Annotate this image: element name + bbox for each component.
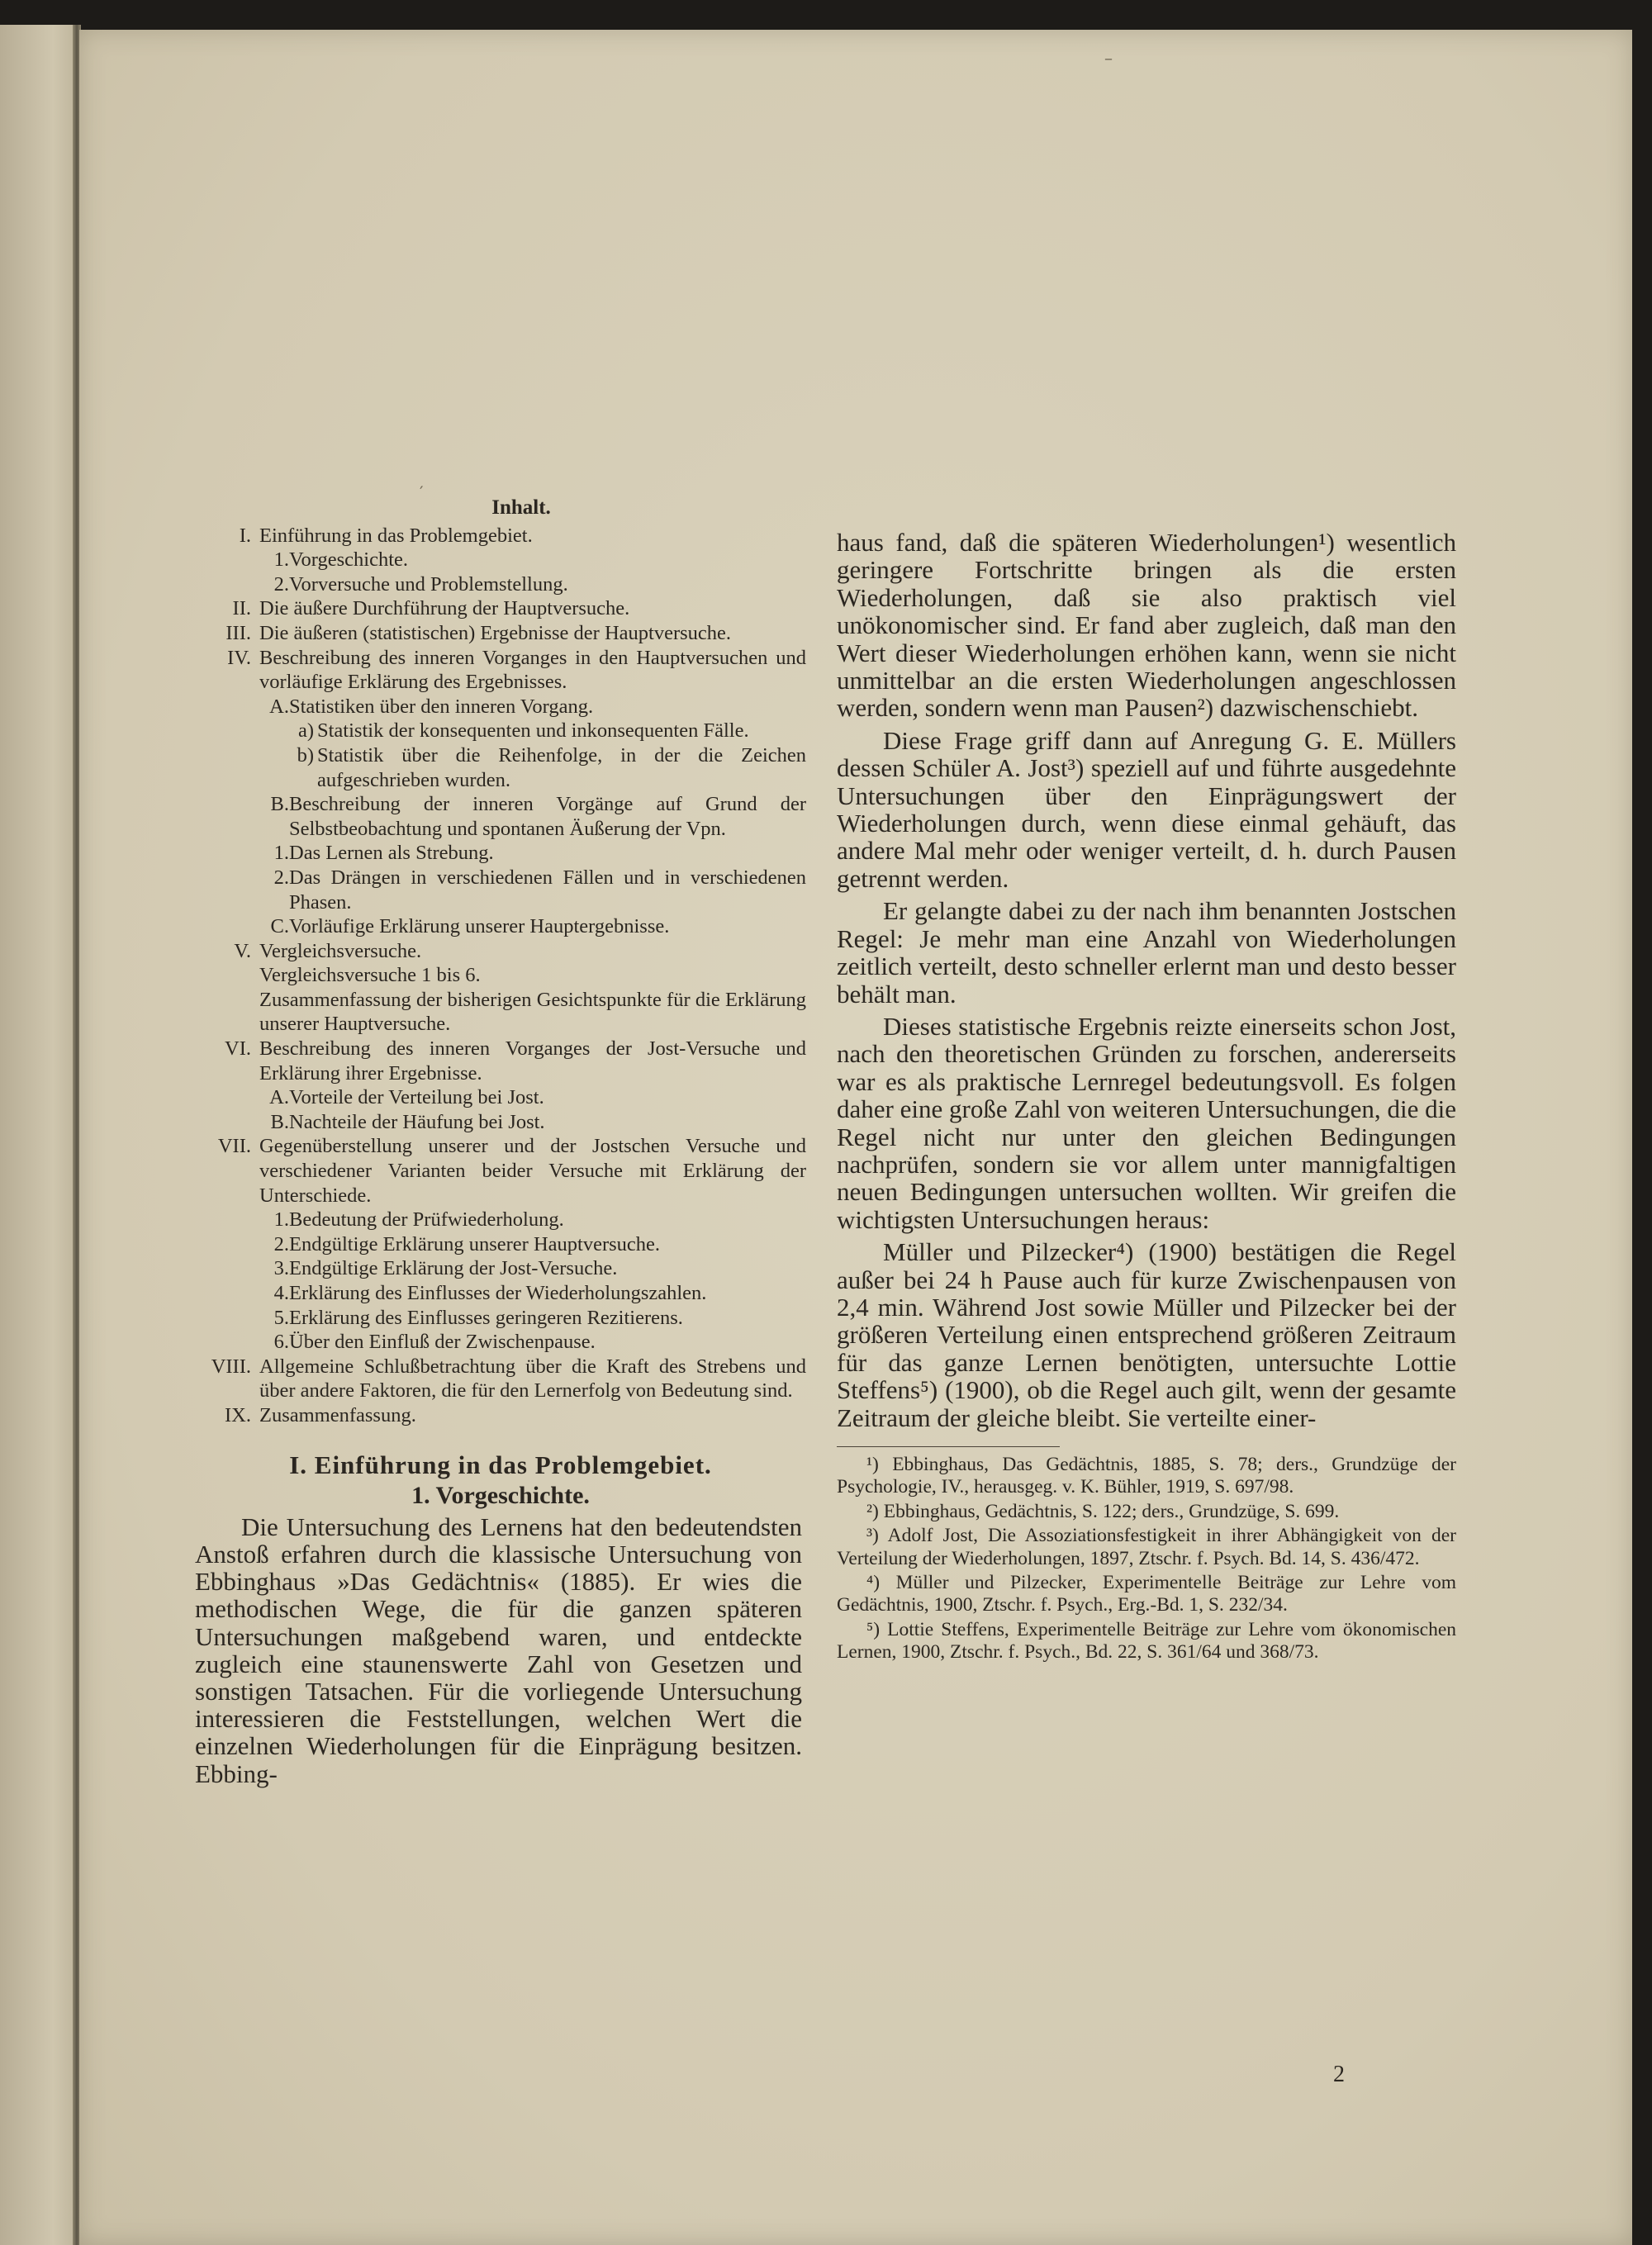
toc-entry (162, 695, 806, 719)
toc-entry-number: IV. (227, 646, 251, 669)
toc-entry-number: B. (270, 1110, 289, 1133)
toc-entry (162, 1085, 806, 1110)
toc-entry-number: C. (270, 915, 289, 938)
toc-entry-text: Das Lernen als Strebung. (289, 842, 494, 865)
body-paragraph: Die Untersuchung des Lernens hat den bedeutendsten Anstoß erfahren durch die klassische Untersuchung von Ebbinghaus »Das Gedächtnis« (1885). Er wies die methodischen Wege, die für die ganzen späteren Untersuchungen maßgebend waren, und entdeckte zugleich eine staunenswerte Zahl von Gesetzen und sonstigen Tatsachen. Für die vorliegende Untersuchung interessieren die Feststellungen, welchen Wert die einzelnen Wiederholungen für die Einprägung besitzen. Ebbing- (195, 1512, 802, 1788)
body-paragraph: Er gelangte dabei zu der nach ihm benannten Jostschen Regel: Je mehr man eine Anzahl von Wiederholungen zeitlich verteilt, desto schneller erlernt man und desto besser behält man. (837, 896, 1456, 1009)
toc-entry (162, 572, 806, 597)
toc-entry (162, 1037, 806, 1085)
toc-entry (162, 866, 806, 914)
toc-entry (162, 939, 806, 964)
toc-entry (162, 1403, 806, 1428)
toc-entry-text: Einführung in das Problemgebiet. (259, 524, 533, 547)
toc-entry-number: IX. (225, 1403, 251, 1426)
toc-entry (162, 548, 806, 572)
stray-mark: – (1104, 48, 1113, 68)
footnotes (837, 1454, 1456, 1664)
toc-entry-number: 6. (273, 1331, 289, 1354)
toc-entry-number: b) (297, 743, 314, 767)
toc-entry-text: Vorversuche und Problemstellung. (289, 572, 568, 596)
toc-entry (162, 914, 806, 939)
toc-entry-number: V. (234, 939, 251, 962)
toc-entry-number: A. (269, 1086, 289, 1109)
toc-entry-text: Nachteile der Häufung bei Jost. (289, 1110, 545, 1133)
toc-entry (162, 524, 806, 548)
toc-entry-text: Die äußere Durchführung der Hauptversuche. (259, 597, 630, 620)
toc-entry (162, 1355, 806, 1403)
toc-entry-text: Vorteile der Verteilung bei Jost. (289, 1086, 544, 1109)
right-column (837, 529, 1456, 1666)
toc-entry-number: III. (225, 621, 251, 644)
left-column (162, 496, 806, 1787)
toc-entry (162, 1281, 806, 1306)
toc-entry-number: I. (239, 524, 251, 547)
toc-entry-text: Beschreibung der inneren Vorgänge auf Grund der Selbstbeobachtung und spontanen Äußerung der Vpn. (289, 793, 806, 840)
body-paragraph: Müller und Pilzecker⁴) (1900) bestätigen die Regel außer bei 24 h Pause auch für kurze Zwischenpausen von 2,4 min. Während Jost sowie Müller und Pilzecker bei der größeren Verteilung einen entsprechend größeren Zeitraum für das ganze Lernen benötigten, untersuchte Lottie Steffens⁵) (1900), ob die Regel auch gilt, wenn der gesamte Zeitraum der gleiche bleibt. Sie verteilte einer- (837, 1237, 1456, 1432)
toc-entry-number: 4. (273, 1282, 289, 1304)
footnote: ⁴) Müller und Pilzecker, Experimentelle Beiträge zur Lehre vom Gedächtnis, 1900, Ztschr. f. Psych., Erg.-Bd. 1, S. 232/34. (837, 1572, 1456, 1616)
toc-entry-number: VI. (225, 1037, 251, 1061)
toc-entry-number: 3. (273, 1257, 289, 1280)
toc-entry (162, 1256, 806, 1281)
toc-entry-text: Erklärung des Einflusses geringeren Rezitierens. (289, 1306, 683, 1329)
toc-entry (162, 841, 806, 866)
toc-entry (162, 988, 806, 1037)
toc-entry-number: VII. (217, 1135, 251, 1158)
toc-title: Inhalt. (491, 496, 551, 519)
toc-entry (162, 646, 806, 695)
toc-entry-text: Allgemeine Schlußbetrachtung über die Kraft des Strebens und über andere Faktoren, die für den Lernerfolg von Bedeutung sind. (259, 1355, 806, 1403)
stray-mark: ′ (420, 482, 424, 502)
toc-entry-text: Beschreibung des inneren Vorganges in den Hauptversuchen und vorläufige Erklärung des Ergebnisses. (259, 646, 806, 694)
body-paragraph: Diese Frage griff dann auf Anregung G. E. Müllers dessen Schüler A. Jost³) speziell auf und führte ausgedehnte Untersuchungen über den Einprägungswert der Wiederholungen durch, wenn diese einmal gehäuft, das andere Mal mehr oder weniger verteilt, d. h. durch Pausen getrennt werden. (837, 725, 1456, 893)
toc-entry-text: Endgültige Erklärung der Jost-Versuche. (289, 1257, 618, 1280)
footnote: ³) Adolf Jost, Die Assoziationsfestigkeit in ihrer Abhängigkeit von der Verteilung der Wiederholungen, 1897, Ztschr. f. Psych. Bd. 14, S. 436/472. (837, 1525, 1456, 1569)
footnote-rule (837, 1446, 1060, 1447)
toc-entry-number: a) (297, 719, 314, 743)
toc-entry-text: Erklärung des Einflusses der Wiederholungszahlen. (289, 1282, 707, 1304)
toc-entry (162, 963, 806, 988)
toc-entry-text: Gegenüberstellung unserer und der Jostschen Versuche und verschiedener Varianten beider Versuche mit Erklärung der Unterschiede. (259, 1135, 806, 1207)
facing-page-edge (0, 25, 76, 2245)
toc-entry-number: 2. (273, 572, 289, 596)
toc-entry-number: 1. (273, 842, 289, 865)
toc-entry-text: Vergleichsversuche. (259, 939, 422, 962)
toc-entry-number: 1. (273, 1208, 289, 1232)
toc-entry-text: Endgültige Erklärung unserer Hauptversuche. (289, 1232, 661, 1255)
toc-entry-number: II. (232, 597, 251, 620)
toc-entry (162, 719, 806, 743)
page-number: 2 (1333, 2062, 1345, 2087)
section-heading: I. Einführung in das Problemgebiet. (289, 1450, 712, 1479)
toc-list (162, 524, 806, 1428)
toc-entry-text: Das Drängen in verschiedenen Fällen und in verschiedenen Phasen. (289, 866, 806, 914)
toc-entry-text: Vorläufige Erklärung unserer Hauptergebnisse. (289, 915, 670, 938)
toc-entry-text: Vergleichsversuche 1 bis 6. (259, 964, 481, 987)
footnote: ²) Ebbinghaus, Gedächtnis, S. 122; ders., Grundzüge, S. 699. (866, 1500, 1340, 1522)
toc-entry (162, 1330, 806, 1355)
toc-entry (162, 1110, 806, 1135)
toc-entry (162, 1232, 806, 1257)
toc-entry-number: 5. (273, 1306, 289, 1329)
toc-entry-text: Statistiken über den inneren Vorgang. (289, 695, 594, 718)
footnote: ¹) Ebbinghaus, Das Gedächtnis, 1885, S. 78; ders., Grundzüge der Psychologie, IV., herausgeg. v. K. Bühler, 1919, S. 697/98. (837, 1454, 1456, 1498)
toc-entry-number: VIII. (211, 1355, 251, 1378)
toc-entry-number: 1. (273, 548, 289, 572)
toc-entry-text: Statistik der konsequenten und inkonsequenten Fälle. (317, 719, 749, 743)
body-paragraph: Dieses statistische Ergebnis reizte einerseits schon Jost, nach den theoretischen Gründen zu forschen, andererseits war es als praktische Lernregel bedeutungsvoll. Es folgen daher eine große Zahl von weiteren Untersuchungen, die die Regel nicht nur unter den gleichen Bedingungen nachprüfen, sondern sie vor allem unter mannigfaltigen neuen Bedingungen untersuchen wollten. Wir greifen die wichtigsten Untersuchungen heraus: (837, 1011, 1456, 1234)
body-paragraph: haus fand, daß die späteren Wiederholungen¹) wesentlich geringere Fortschritte bringen als die ersten Wiederholungen, daß sie also praktisch viel unökonomischer sind. Er fand aber zugleich, daß man den Wert dieser Wiederholungen erhöhen kann, wenn sie nicht unmittelbar an die ersten Wiederholungen angeschlossen werden, sondern wenn man Pausen²) dazwischenschiebt. (837, 528, 1456, 723)
toc-entry (162, 792, 806, 841)
toc-entry-text: Zusammenfassung der bisherigen Gesichtspunkte für die Erklärung unserer Hauptversuche. (259, 988, 806, 1036)
subsection-heading: 1. Vorgeschichte. (411, 1482, 590, 1510)
toc-entry (162, 596, 806, 621)
toc-entry (162, 1134, 806, 1208)
toc-entry-number: 2. (273, 866, 289, 889)
toc-entry-number: 2. (273, 1232, 289, 1255)
toc-entry-text: Vorgeschichte. (289, 548, 409, 572)
footnote: ⁵) Lottie Steffens, Experimentelle Beiträge zur Lehre vom ökonomischen Lernen, 1900, Ztschr. f. Psych., Bd. 22, S. 361/64 und 368/73. (837, 1618, 1456, 1664)
toc-entry-text: Beschreibung des inneren Vorganges der Jost-Versuche und Erklärung ihrer Ergebnisse. (259, 1037, 806, 1085)
toc-entry-text: Statistik über die Reihenfolge, in der die Zeichen aufgeschrieben wurden. (317, 743, 806, 791)
toc-entry (162, 1306, 806, 1331)
toc-entry-number: A. (269, 695, 289, 718)
toc-entry (162, 743, 806, 792)
toc-entry-text: Bedeutung der Prüfwiederholung. (289, 1208, 564, 1232)
toc-entry (162, 621, 806, 646)
toc-entry-text: Über den Einfluß der Zwischenpause. (289, 1331, 596, 1354)
toc-entry (162, 1208, 806, 1232)
toc-entry-text: Zusammenfassung. (259, 1403, 416, 1426)
toc-entry-number: B. (270, 793, 289, 816)
toc-entry-text: Die äußeren (statistischen) Ergebnisse der Hauptversuche. (259, 621, 732, 644)
